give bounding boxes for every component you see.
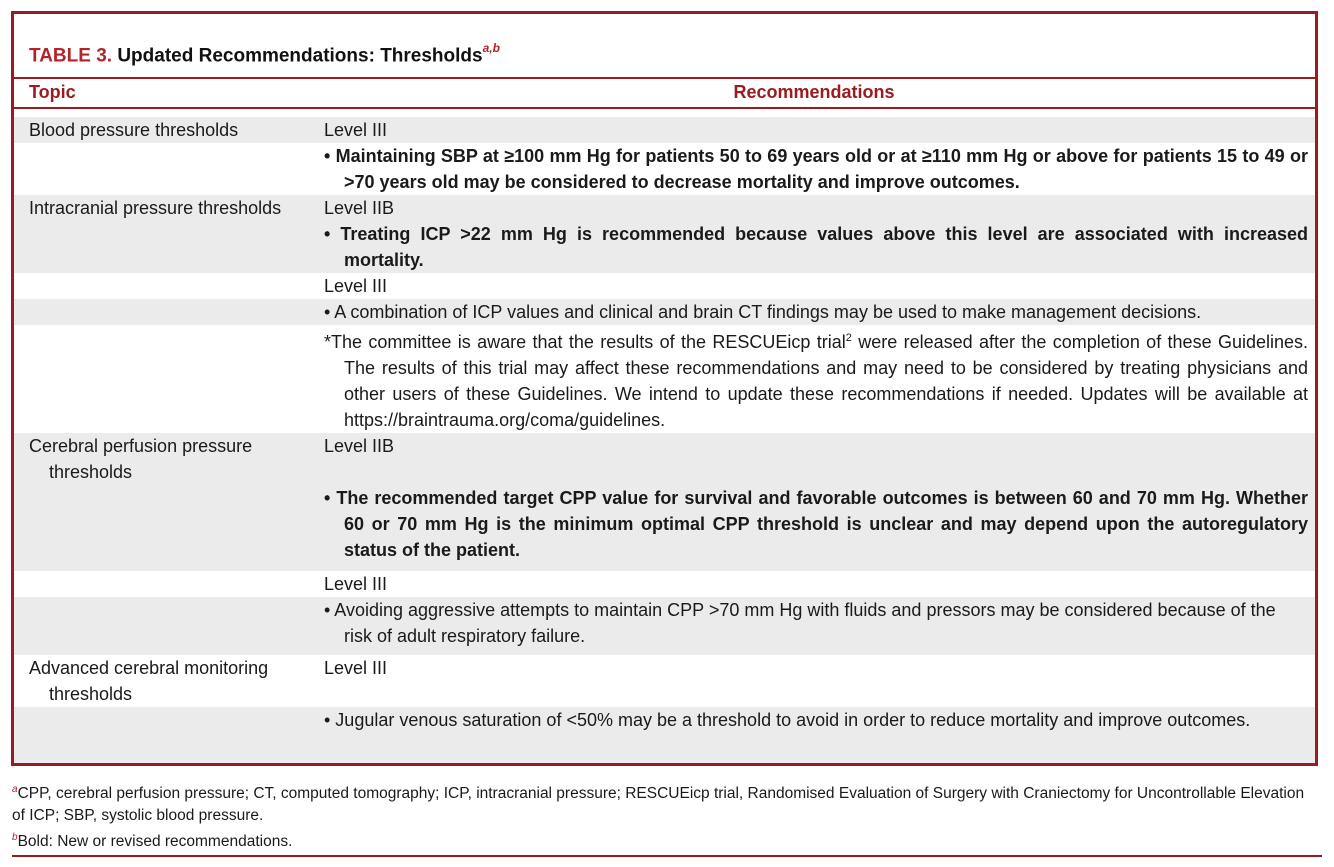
table-row [14,325,1315,433]
table-row [14,221,1315,273]
header-rule-bottom [14,107,1315,109]
table-row [14,195,1315,221]
table-row [14,299,1315,325]
table-row [14,485,1315,571]
table-row [14,597,1315,655]
table-label: TABLE 3. [29,45,113,67]
row-level: Level III [324,276,388,296]
row-level: Level IIB [324,436,395,456]
table-row [14,433,1315,485]
table-row [14,273,1315,299]
title-footnote-marks: a,b [482,41,500,55]
recommendation-text: • A combination of ICP values and clinical and brain CT findings may be used to make management decisions. [324,302,1202,322]
note-reference: 2 [845,332,852,344]
table-title-text: Updated Recommendations: Thresholds [117,45,483,67]
row-level: Level III [324,658,388,678]
recommendation-text: • Avoiding aggressive attempts to maintain CPP >70 mm Hg with fluids and pressors may be considered because of the risk of adult respiratory failure. [324,600,1276,646]
header-recommendations: Recommendations [733,82,895,102]
row-level: Level III [324,574,388,594]
row-topic: Cerebral perfusion pressure thresholds [29,436,253,482]
row-level: Level III [324,120,388,140]
footnote-rule [12,855,1322,857]
table-row [14,143,1315,195]
table-row [14,571,1315,597]
table-frame [11,11,1318,766]
committee-note: *The committee is aware that the results of the RESCUEicp trial$^2$ were released after the completion of these Guidelines. The results of this trial may affect these recommendations and may need to be considered by treating physicians and other users of these Guidelines. We intend to update these recommendations if needed. Updates will be available at https://braintrauma.org/coma/guidelines. [324,332,1308,430]
recommendation-text: • The recommended target CPP value for survival and favorable outcomes is between 60 and 70 mm Hg. Whether 60 or 70 mm Hg is the minimum optimal CPP threshold is unclear and may depend upon the autoregulatory status of the patient. [324,488,1308,560]
table-row [14,707,1315,763]
row-topic: Blood pressure thresholds [29,120,239,140]
table-header [14,79,1315,107]
table-row [14,117,1315,143]
footnote-b: $^b$Bold: New or revised recommendations. [12,832,293,851]
row-level: Level IIB [324,198,395,218]
recommendation-text: • Maintaining SBP at ≥100 mm Hg for patients 50 to 69 years old or at ≥110 mm Hg or above for patients 15 to 49 or >70 years old may be considered to decrease mortality and improve outcomes. [324,146,1308,192]
table-title [29,43,500,67]
recommendation-text: • Jugular venous saturation of <50% may be a threshold to avoid in order to reduce mortality and improve outcomes. [324,710,1251,730]
footnote-a: $^a$CPP, cerebral perfusion pressure; CT, computed tomography; ICP, intracranial pressure; RESCUEicp trial, Randomised Evaluation of Surgery with Craniectomy for Uncontrollable Elevation of ICP; SBP, systolic blood pressure. [12,784,1305,825]
row-topic: Intracranial pressure thresholds [29,198,282,218]
table-footnotes [12,779,1312,853]
table-row [14,655,1315,707]
header-topic: Topic [29,82,76,102]
recommendation-text: • Treating ICP >22 mm Hg is recommended because values above this level are associated with increased mortality. [324,224,1308,270]
row-topic: Advanced cerebral monitoring thresholds [29,658,269,704]
